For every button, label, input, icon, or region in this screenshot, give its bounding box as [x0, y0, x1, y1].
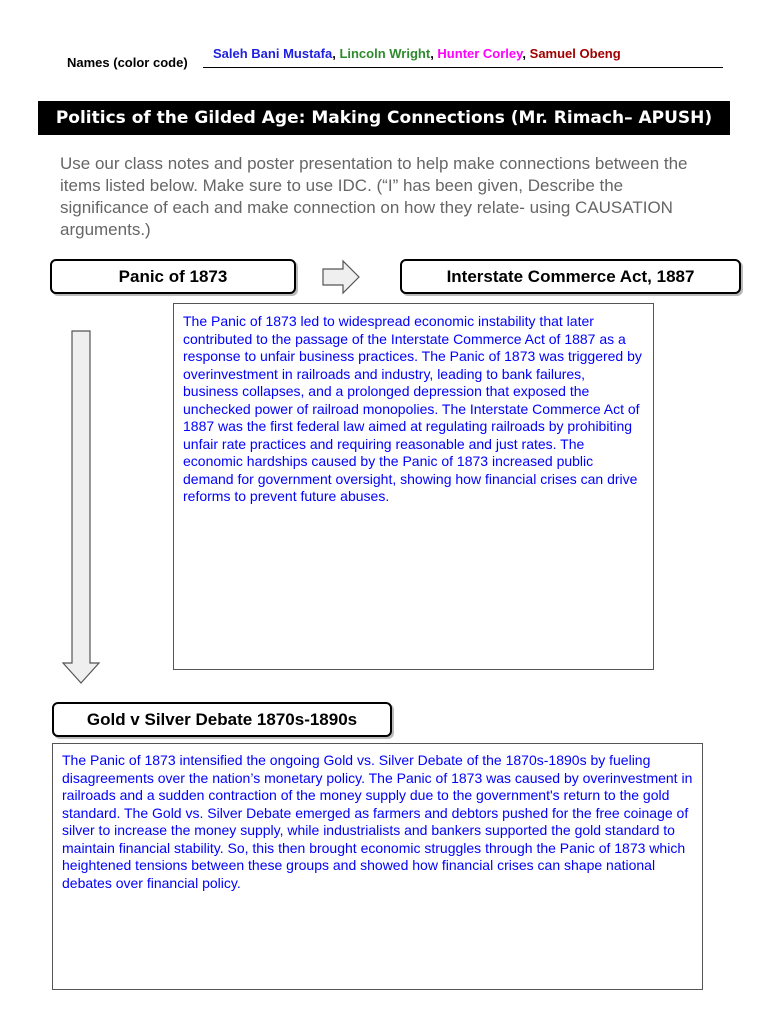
item-panic-label: Panic of 1873	[118, 266, 228, 286]
item-gold-silver-label: Gold v Silver Debate 1870s-1890s	[86, 709, 358, 729]
names-label: Names (color code)	[67, 55, 188, 70]
response-panic-to-gold-silver-text: The Panic of 1873 intensified the ongoing Gold vs. Silver Debate of the 1870s-1890s by fueling disagreements over the nation’s monetary policy. The Panic of 1873 was caused by overinvestment in railroads and a sudden contraction of the money supply due to the government's return to the gold standard. The Gold vs. Silver Debate emerged as farmers and debtors pushed for the free coinage of silver to increase the money supply, while industrialists and bankers supported the gold standard to maintain financial stability. So, this then brought economic struggles through the Panic of 1873 which heightened tensions between these groups and showed how financial crises can shape national debates over financial policy.	[62, 752, 693, 891]
names-underline	[203, 67, 723, 68]
names-field[interactable]: Saleh Bani Mustafa, Lincoln Wright, Hunter Corley, Samuel Obeng	[213, 46, 621, 61]
item-gold-silver-debate	[52, 702, 392, 737]
page-title: Politics of the Gilded Age: Making Connections (Mr. Rimach– APUSH)	[38, 101, 730, 135]
instructions-text: Use our class notes and poster presentation to help make connections between the items listed below. Make sure to use IDC. (“I” has been given, Describe the significance of each and make connection on how they relate- using CAUSATION arguments.)	[60, 154, 688, 239]
item-ica-label: Interstate Commerce Act, 1887	[446, 266, 695, 286]
item-panic-of-1873	[50, 259, 296, 294]
response-panic-to-ica-text: The Panic of 1873 led to widespread economic instability that later contributed to the passage of the Interstate Commerce Act of 1887 as a response to unfair business practices. The Panic of 1873 was triggered by overinvestment in railroads and industry, leading to bank failures, business collapses, and a prolonged depression that exposed the unchecked power of railroad monopolies. The Interstate Commerce Act of 1887 was the first federal law aimed at regulating railroads by prohibiting unfair rate practices and requiring reasonable and just rates. The economic hardships caused by the Panic of 1873 increased public demand for government oversight, showing how financial crises can drive reforms to prevent future abuses.	[183, 313, 642, 504]
arrow-right-icon	[321, 259, 361, 295]
arrow-down-icon	[62, 329, 102, 685]
response-panic-to-gold-silver[interactable]	[52, 743, 703, 990]
student-name-1: Saleh Bani Mustafa	[213, 46, 333, 61]
response-panic-to-ica[interactable]	[173, 303, 654, 670]
item-interstate-commerce-act	[400, 259, 741, 294]
student-name-4: Samuel Obeng	[529, 46, 621, 61]
student-name-3: Hunter Corley	[437, 46, 523, 61]
student-name-2: Lincoln Wright	[339, 46, 431, 61]
